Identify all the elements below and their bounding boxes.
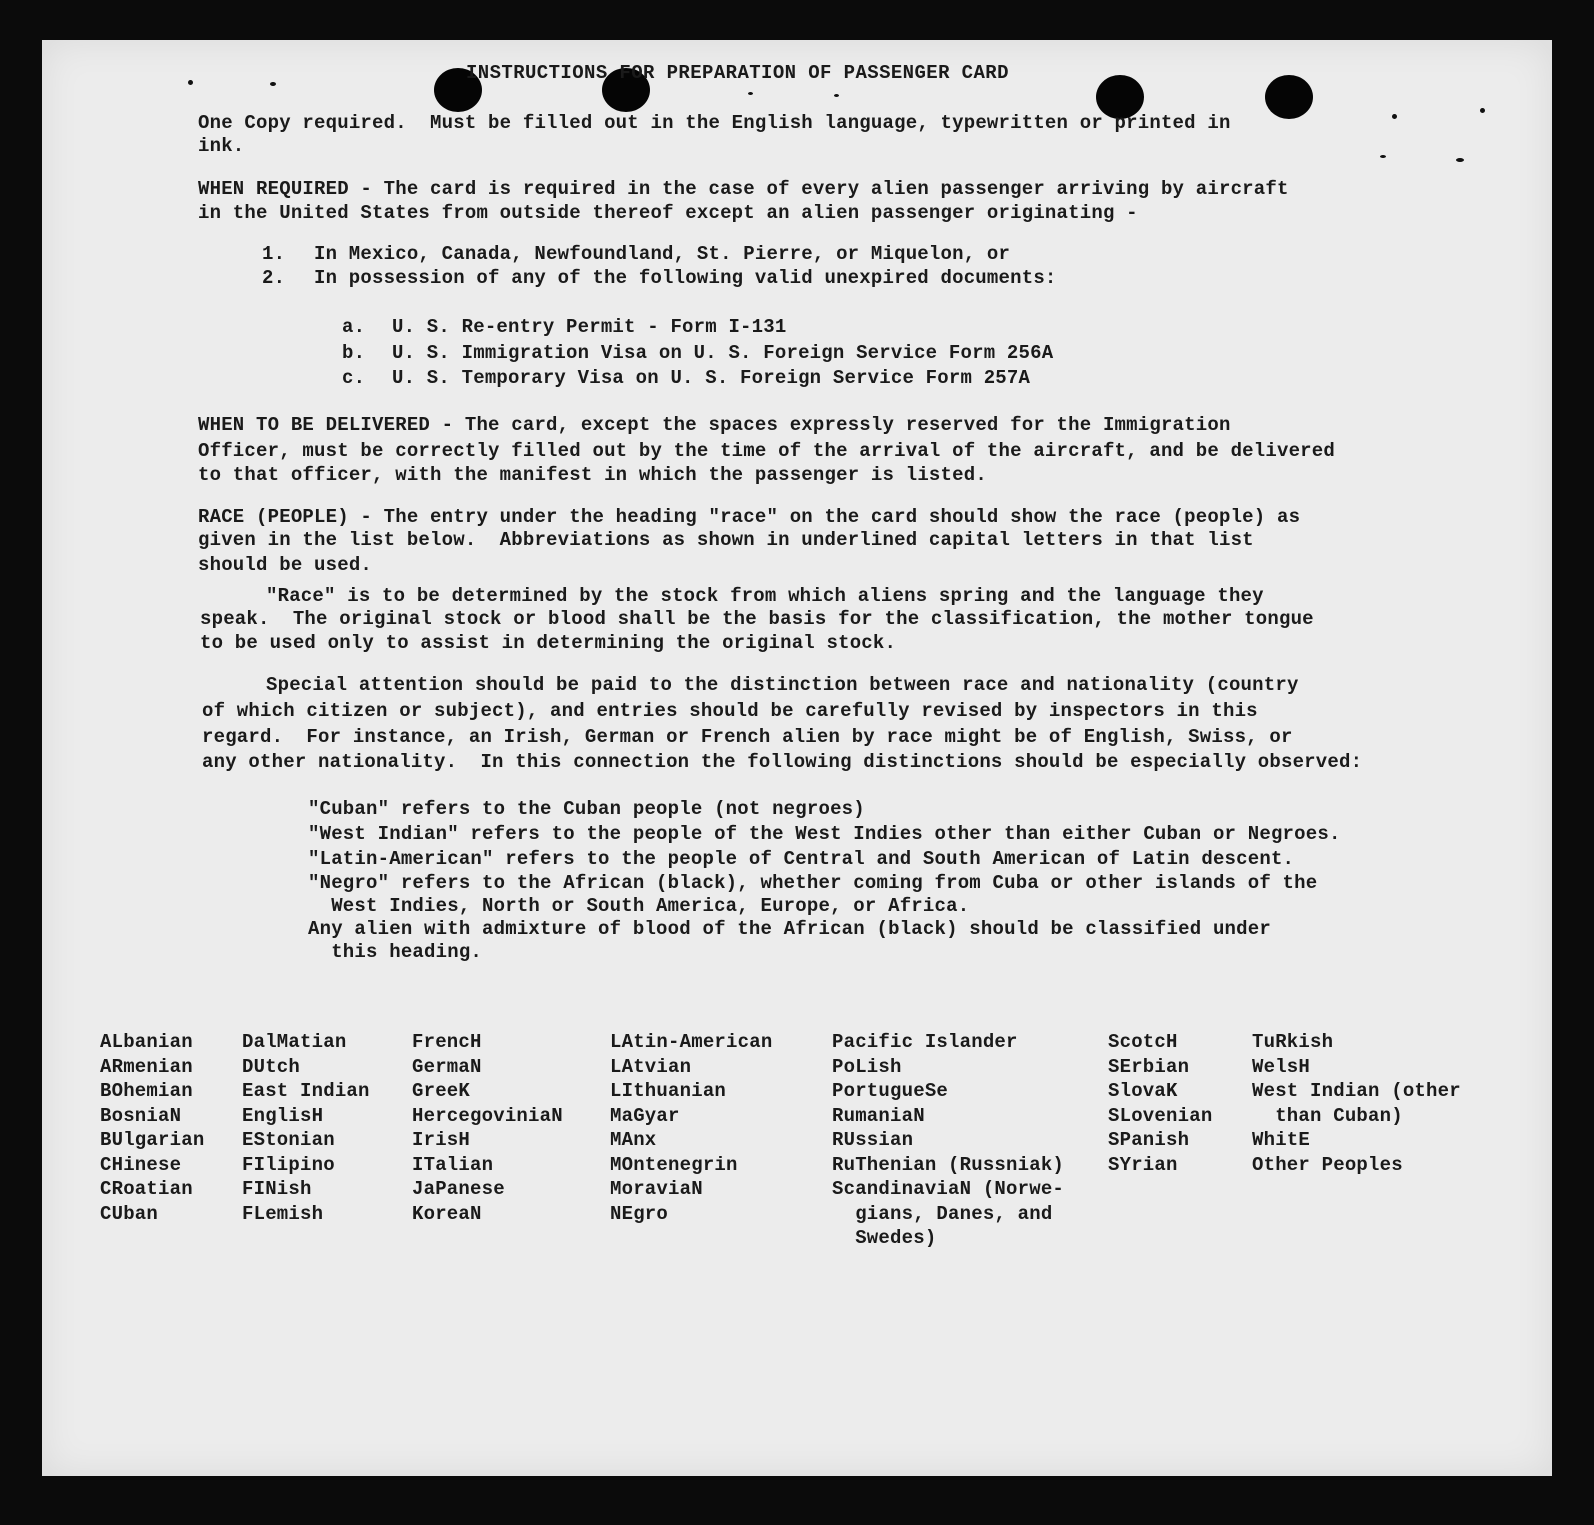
race-paragraph-line: to be used only to assist in determining the original stock.: [200, 632, 897, 654]
race-entry: JaPanese: [412, 1178, 505, 1200]
race-entry: BosniaN: [100, 1104, 182, 1127]
race-entry: ARmenian: [100, 1055, 193, 1078]
race-entry: IrisH: [412, 1129, 471, 1151]
race-entry: MAnx: [610, 1129, 657, 1151]
race-paragraph-line: regard. For instance, an Irish, German or French alien by race might be of English, Swiss, or: [202, 726, 1293, 748]
race-list-column-5: [832, 1030, 1064, 1251]
race-entry: SLovenian: [1108, 1104, 1213, 1127]
race-entry: CRoatian: [100, 1178, 193, 1200]
race-paragraph-line: should be used.: [198, 554, 373, 576]
list-item-text: In possession of any of the following valid unexpired documents:: [314, 267, 1057, 289]
race-entry: Other Peoples: [1252, 1153, 1403, 1176]
list-item-text: In Mexico, Canada, Newfoundland, St. Pierre, or Miquelon, or: [314, 243, 1011, 265]
when-required-line: WHEN REQUIRED - The card is required in the case of every alien passenger arriving by aircraft: [198, 178, 1289, 200]
race-entry: ScotcH: [1108, 1031, 1178, 1053]
race-entry: MOntenegrin: [610, 1153, 738, 1176]
race-entry: GermaN: [412, 1055, 482, 1078]
race-entry: LIthuanian: [610, 1080, 727, 1102]
punch-hole: [1265, 75, 1313, 119]
race-entry: SPanish: [1108, 1129, 1190, 1151]
dust-speck: [1380, 155, 1386, 158]
list-number: 1.: [262, 243, 286, 265]
race-list-column-3: [412, 1030, 563, 1226]
distinction-line: "Latin-American" refers to the people of Central and South American of Latin descent.: [308, 848, 1295, 870]
race-entry: TuRkish: [1252, 1031, 1334, 1053]
dust-speck: [1480, 108, 1485, 113]
copy-required-line: One Copy required. Must be filled out in the English language, typewritten or printed in: [198, 112, 1231, 134]
race-entry: FIlipino: [242, 1153, 335, 1176]
sublist-text: U. S. Temporary Visa on U. S. Foreign Service Form 257A: [392, 367, 1031, 389]
sublist-text: U. S. Immigration Visa on U. S. Foreign Service Form 256A: [392, 342, 1054, 364]
race-entry: PortugueSe: [832, 1080, 949, 1102]
race-entry: KoreaN: [412, 1202, 482, 1225]
race-entry: PoLish: [832, 1055, 902, 1078]
distinction-line: this heading.: [308, 941, 483, 963]
race-entry: Pacific Islander: [832, 1031, 1018, 1053]
race-entry: RUssian: [832, 1129, 914, 1151]
race-entry: FrencH: [412, 1031, 482, 1053]
sublist-letter: a.: [342, 316, 366, 338]
race-entry: RumaniaN: [832, 1104, 925, 1127]
race-entry: SYrian: [1108, 1153, 1178, 1176]
race-list-column-6: [1108, 1030, 1212, 1177]
race-entry: WelsH: [1252, 1055, 1311, 1078]
race-entry: ITalian: [412, 1153, 494, 1176]
race-entry: LAtin-American: [610, 1031, 773, 1053]
race-entry: FINish: [242, 1178, 312, 1200]
race-entry: ALbanian: [100, 1031, 193, 1053]
race-entry: EStonian: [242, 1129, 335, 1151]
race-entry: WhitE: [1252, 1129, 1311, 1151]
when-delivered-line: to that officer, with the manifest in which the passenger is listed.: [198, 464, 987, 486]
race-entry: CHinese: [100, 1153, 182, 1176]
sublist-text: U. S. Re-entry Permit - Form I-131: [392, 316, 787, 338]
page-title: INSTRUCTIONS FOR PREPARATION OF PASSENGER CARD: [466, 62, 1009, 84]
dust-speck: [270, 82, 276, 86]
list-number: 2.: [262, 267, 286, 289]
sublist-letter: c.: [342, 367, 366, 389]
dust-speck: [748, 92, 753, 95]
race-entry: East Indian: [242, 1080, 370, 1102]
race-entry: West Indian (other: [1252, 1080, 1461, 1102]
race-entry: BUlgarian: [100, 1129, 205, 1151]
race-entry: MaGyar: [610, 1104, 680, 1127]
copy-required-line: ink.: [198, 135, 245, 157]
race-entry: DalMatian: [242, 1031, 347, 1053]
race-entry: CUban: [100, 1202, 159, 1225]
race-entry: GreeK: [412, 1080, 471, 1102]
race-entry: gians, Danes, and: [832, 1202, 1053, 1225]
dust-speck: [834, 94, 839, 97]
race-paragraph-line: speak. The original stock or blood shall be the basis for the classification, the mother tongue: [200, 608, 1314, 630]
race-paragraph-line: "Race" is to be determined by the stock from which aliens spring and the language they: [266, 585, 1264, 607]
race-entry: DUtch: [242, 1055, 301, 1078]
when-delivered-line: WHEN TO BE DELIVERED - The card, except the spaces expressly reserved for the Immigration: [198, 414, 1231, 436]
sublist-letter: b.: [342, 342, 366, 364]
dust-speck: [188, 80, 193, 85]
distinction-line: Any alien with admixture of blood of the African (black) should be classified under: [308, 918, 1271, 940]
race-paragraph-line: RACE (PEOPLE) - The entry under the heading "race" on the card should show the race (people) as: [198, 506, 1301, 528]
race-entry: FLemish: [242, 1202, 324, 1225]
race-entry: BOhemian: [100, 1080, 193, 1102]
race-entry: HercegoviniaN: [412, 1104, 563, 1127]
distinction-line: "Cuban" refers to the Cuban people (not negroes): [308, 798, 865, 820]
distinction-line: "Negro" refers to the African (black), whether coming from Cuba or other islands of the: [308, 872, 1318, 894]
dust-speck: [1456, 158, 1464, 162]
race-paragraph-line: Special attention should be paid to the distinction between race and nationality (country: [266, 674, 1299, 696]
race-list-column-4: [610, 1030, 772, 1226]
race-list-column-1: [100, 1030, 204, 1226]
race-entry: Swedes): [832, 1227, 937, 1249]
race-entry: SlovaK: [1108, 1080, 1178, 1102]
race-paragraph-line: of which citizen or subject), and entries should be carefully revised by inspectors in this: [202, 700, 1258, 722]
race-entry: than Cuban): [1252, 1104, 1403, 1127]
race-entry: NEgro: [610, 1202, 669, 1225]
distinction-line: West Indies, North or South America, Europe, or Africa.: [308, 895, 970, 917]
race-list-column-2: [242, 1030, 370, 1226]
race-entry: ScandinaviaN (Norwe-: [832, 1178, 1065, 1200]
when-required-line: in the United States from outside thereof except an alien passenger originating -: [198, 202, 1138, 224]
race-entry: MoraviaN: [610, 1178, 703, 1200]
dust-speck: [1392, 114, 1397, 119]
race-entry: EnglisH: [242, 1104, 324, 1127]
when-delivered-line: Officer, must be correctly filled out by the time of the arrival of the aircraft, and be delivered: [198, 440, 1335, 462]
race-paragraph-line: given in the list below. Abbreviations as shown in underlined capital letters in that list: [198, 529, 1254, 551]
distinction-line: "West Indian" refers to the people of the West Indies other than either Cuban or Negroes.: [308, 823, 1341, 845]
race-paragraph-line: any other nationality. In this connection the following distinctions should be especially observed:: [202, 751, 1363, 773]
race-entry: SErbian: [1108, 1055, 1190, 1078]
race-entry: RuThenian (Russniak): [832, 1153, 1065, 1176]
race-list-column-7: [1252, 1030, 1461, 1177]
race-entry: LAtvian: [610, 1055, 692, 1078]
